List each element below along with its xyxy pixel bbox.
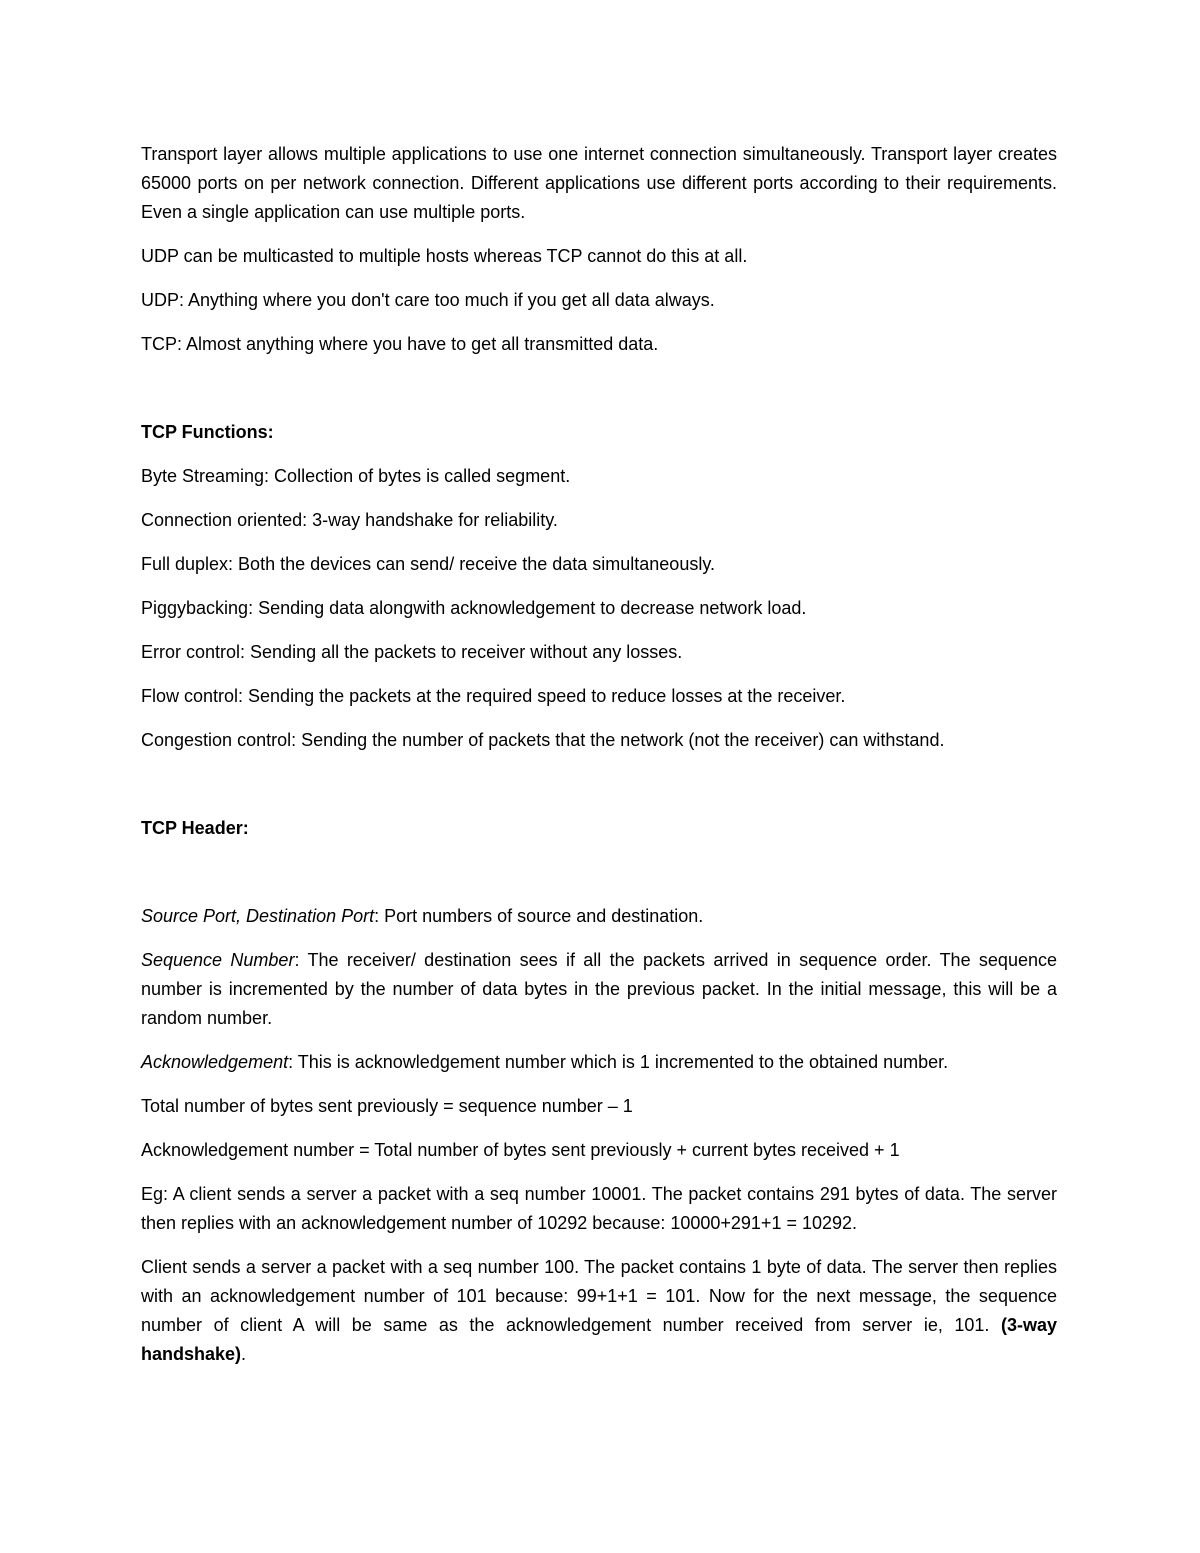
- tcp-use-paragraph: TCP: Almost anything where you have to get all transmitted data.: [141, 334, 659, 354]
- intro-paragraph: Transport layer allows multiple applications to use one internet connection simultaneously. Transport layer creates 65000 ports on per network connection. Different applications use different ports according to their requirements. Even a single application can use multiple ports.: [141, 144, 1057, 222]
- function-item: Piggybacking: Sending data alongwith acknowledgement to decrease network load.: [141, 598, 807, 618]
- acknowledgement-term: Acknowledgement: [141, 1052, 289, 1072]
- tcp-functions-heading: TCP Functions:: [141, 422, 274, 442]
- ports-term: Source Port, Destination Port: [141, 906, 375, 926]
- sequence-paragraph: [141, 946, 1057, 1033]
- document-body: [141, 140, 1057, 1369]
- sequence-text: : The receiver/ destination sees if all the packets arrived in sequence order. The sequence number is incremented by the number of data bytes in the previous packet. In the initial message, this will be a random number.: [141, 950, 1057, 1028]
- ports-paragraph: [141, 902, 1057, 931]
- formula-bytes-sent: Total number of bytes sent previously = sequence number – 1: [141, 1096, 633, 1116]
- sequence-term: Sequence Number: [141, 950, 295, 970]
- function-item: Flow control: Sending the packets at the required speed to reduce losses at the receiver.: [141, 686, 846, 706]
- function-item: Byte Streaming: Collection of bytes is called segment.: [141, 466, 571, 486]
- example-paragraph-1: Eg: A client sends a server a packet with a seq number 10001. The packet contains 291 bytes of data. The server then replies with an acknowledgement number of 10292 because: 10000+291+1 = 10292.: [141, 1184, 1057, 1233]
- function-item: Congestion control: Sending the number of packets that the network (not the receiver) can withstand.: [141, 730, 945, 750]
- ports-text: : Port numbers of source and destination.: [374, 906, 704, 926]
- function-item: Connection oriented: 3-way handshake for reliability.: [141, 510, 558, 530]
- handshake-bold-text: (3-way handshake): [141, 1315, 1057, 1364]
- udp-multicast-paragraph: UDP can be multicasted to multiple hosts whereas TCP cannot do this at all.: [141, 246, 748, 266]
- example-2-text: Client sends a server a packet with a seq number 100. The packet contains 1 byte of data. The server then replies with an acknowledgement number of 101 because: 99+1+1 = 101. Now for the next message, the sequence number of client A will be same as the acknowledgement number received from server ie, 101.: [141, 1257, 1057, 1335]
- udp-use-paragraph: UDP: Anything where you don't care too much if you get all data always.: [141, 290, 715, 310]
- formula-ack-number: Acknowledgement number = Total number of bytes sent previously + current bytes received + 1: [141, 1140, 900, 1160]
- acknowledgement-text: : This is acknowledgement number which is 1 incremented to the obtained number.: [288, 1052, 949, 1072]
- function-item: Error control: Sending all the packets to receiver without any losses.: [141, 642, 683, 662]
- example-paragraph-2: [141, 1253, 1057, 1369]
- function-item: Full duplex: Both the devices can send/ receive the data simultaneously.: [141, 554, 715, 574]
- tcp-header-heading: TCP Header:: [141, 818, 249, 838]
- acknowledgement-paragraph: [141, 1048, 1057, 1077]
- example-2-end: .: [241, 1344, 247, 1364]
